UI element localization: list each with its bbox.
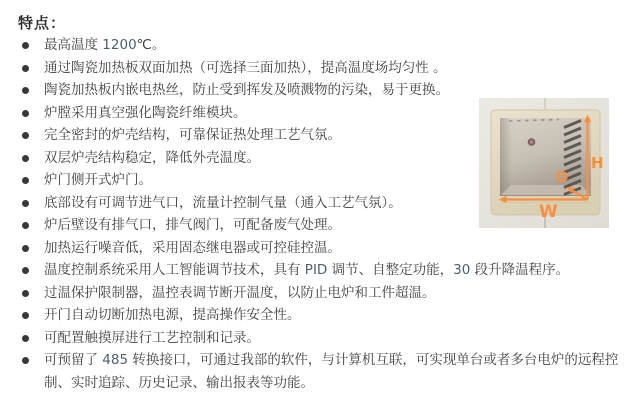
text-segment: 过温保护限制器，温控表调节断开温度，以防止电炉和工件超温。 <box>44 284 436 301</box>
accent-value: PID <box>304 262 328 278</box>
text-segment: 加热运行噪音低，采用固态继电器或可控硅控温。 <box>44 239 341 256</box>
feature-text <box>44 307 301 323</box>
bullet-icon <box>22 177 29 184</box>
text-segment: 温度控制系统采用人工智能调节技术，具有 <box>44 262 305 278</box>
accent-value: 1200 <box>102 37 137 53</box>
accent-value: 30 <box>453 262 471 278</box>
feature-text <box>44 82 449 98</box>
text-segment: 段升降温程序。 <box>470 262 570 278</box>
feature-text <box>44 285 436 301</box>
feature-item <box>0 34 636 57</box>
bullet-icon <box>22 87 29 94</box>
height-label: H <box>591 154 604 172</box>
feature-text <box>44 150 260 166</box>
bullet-icon <box>22 245 29 252</box>
feature-text <box>44 37 165 53</box>
bullet-icon <box>22 155 29 162</box>
text-segment: 转换接口，可通过我部的软件，与计算机互联，可实现单台或者多台电炉的远程控制、实时追踪、历史记录、输出报表等功能。 <box>44 352 619 391</box>
feature-item <box>0 237 636 260</box>
feature-item <box>0 282 636 305</box>
text-segment: 双层炉壳结构稳定，降低外壳温度。 <box>44 149 260 166</box>
text-segment: 炉门侧开式炉门。 <box>44 172 152 188</box>
feature-item <box>0 304 636 327</box>
feature-item <box>0 259 636 282</box>
text-segment: 最高温度 <box>44 37 103 53</box>
feature-text <box>44 330 260 346</box>
feature-text <box>44 195 402 211</box>
text-segment: 调节、自整定功能， <box>327 262 454 278</box>
feature-text <box>44 352 618 391</box>
depth-label: D <box>556 168 569 186</box>
accent-value: 485 <box>102 352 129 368</box>
text-segment: 底部设有可调节进气口，流量计控制气量（通入工艺气氛）。 <box>44 194 402 211</box>
feature-text <box>44 127 341 143</box>
bullet-icon <box>22 335 29 342</box>
text-segment: 可预留了 <box>44 352 103 368</box>
feature-text <box>44 240 341 256</box>
bullet-icon <box>22 200 29 207</box>
width-label: W <box>539 202 558 222</box>
feature-item <box>0 327 636 350</box>
text-segment: 可配置触摸屏进行工艺控制和记录。 <box>44 329 260 346</box>
feature-text <box>44 105 247 121</box>
feature-text <box>44 60 447 76</box>
feature-item <box>0 57 636 80</box>
bullet-icon <box>22 312 29 319</box>
bullet-icon <box>22 110 29 117</box>
bullet-icon <box>22 65 29 72</box>
feature-text <box>44 262 569 278</box>
text-segment: 通过陶瓷加热板双面加热（可选择三面加热），提高温度场均匀性 。 <box>44 59 447 76</box>
text-segment: 陶瓷加热板内嵌电热丝，防止受到挥发及喷溅物的污染，易于更换。 <box>44 82 449 98</box>
furnace-photo-graphic <box>479 98 609 228</box>
bullet-icon <box>22 290 29 297</box>
text-segment: ℃。 <box>136 37 166 53</box>
bullet-icon <box>22 222 29 229</box>
bullet-icon <box>22 132 29 139</box>
text-segment: 开门自动切断加热电源，提高操作安全性。 <box>44 307 301 323</box>
text-segment: 炉膛采用真空强化陶瓷纤维模块。 <box>44 104 247 121</box>
thermocouple-hole <box>528 139 535 146</box>
bullet-icon <box>22 357 29 364</box>
furnace-chamber-photo <box>479 98 609 228</box>
bullet-icon <box>22 42 29 49</box>
feature-text <box>44 172 152 188</box>
bullet-icon <box>22 267 29 274</box>
text-segment: 完全密封的炉壳结构，可靠保证热处理工艺气氛。 <box>44 127 341 143</box>
text-segment: 炉后壁设有排气口，排气阀门，可配备废气处理。 <box>44 217 341 233</box>
section-title: 特点： <box>18 14 67 32</box>
feature-item <box>0 349 636 394</box>
feature-text <box>44 217 341 233</box>
